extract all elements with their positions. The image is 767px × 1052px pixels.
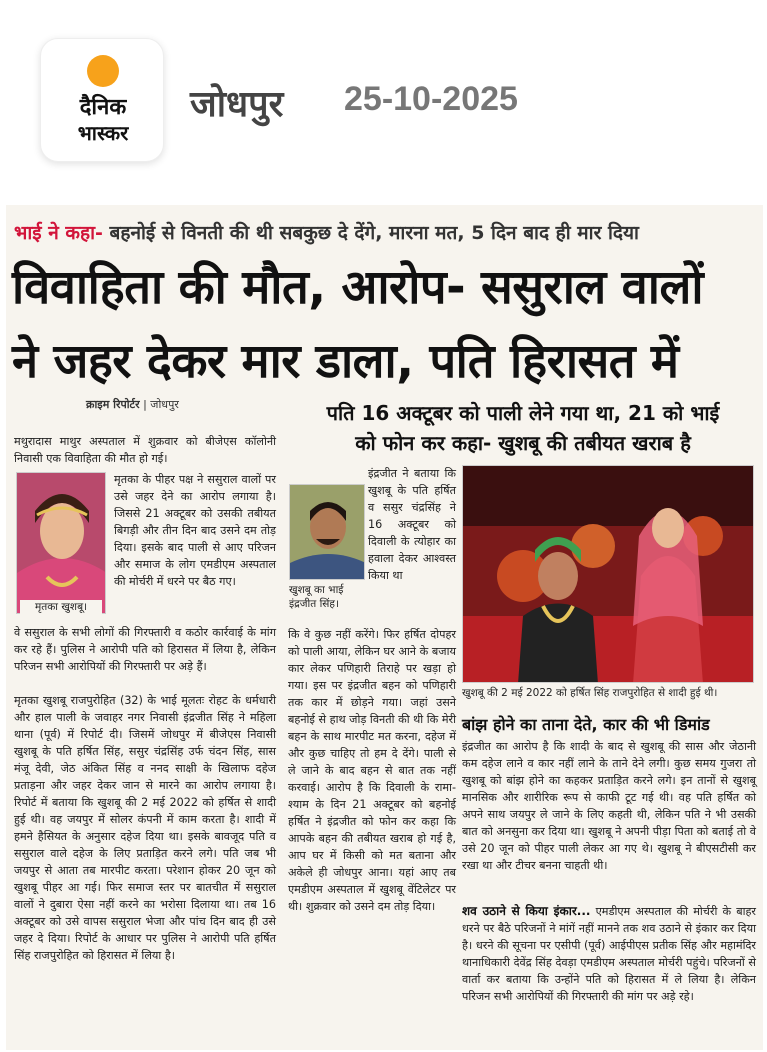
headline-line1: विवाहिता की मौत, आरोप- ससुराल वालों: [12, 260, 703, 315]
section2-text: इंद्रजीत का आरोप है कि शादी के बाद से खुशबू की सास और जेठानी कम दहेज लाने व कार नहीं लाने के ताने देने लगी। कुछ समय गुजरा तो खुशबू को बांझ होने का कहकर प्रताड़ित करने लगे। इन तानों से खुशबू मानसिक और शारीरिक रूप से काफी टूट गई थी। वह पति हर्षित को अपने साथ जयपुर ले जाने के लिए कहती थी, लेकिन पति ने भी उसकी बात को अनसुना कर दिया था। खुशबू ने अपनी पीड़ा पिता को बताई तो वे उसे 20 जून को पीहर पाली लेकर आ गए थे। खुशबू ने बीएसटीसी कर रखा था और टीचर बनना चाहती थी।: [462, 740, 756, 872]
subhead-line2: को फोन कर कहा- खुशबू की तबीयत खराब है: [355, 431, 691, 455]
sun-icon: [87, 55, 119, 87]
byline-city: | जोधपुर: [143, 398, 179, 411]
edition-city: जोधपुर: [190, 84, 284, 125]
section2-heading: बांझ होने का ताना देते, कार की भी डिमांड: [462, 715, 710, 734]
section3-text: एमडीएम अस्पताल की मोर्चरी के बाहर धरने पर बैठे परिजनों ने मांगें नहीं मानने तक शव उठाने से इंकार कर दिया है। धरने की सूचना पर एसीपी (पूर्व) आईपीएस प्रतीक सिंह और महामंदिर थानाधिकारी देवेंद्र सिंह देवड़ा एमडीएम अस्पताल मोर्चरी पहुंचे। परिजनों से वार्ता कर बताया कि उन्होंने पति को हिरासत में ले लिया है। लेकिन परिजन सभी आरोपियों की गिरफ्तारी की मांग पर अड़े रहे।: [462, 905, 757, 1003]
section3-heading: शव उठाने से किया इंकार...: [462, 904, 591, 918]
col2-wrap-container: [288, 465, 456, 617]
photo-brother-caption: खुशबू का भाई इंद्रजीत सिंह।: [289, 583, 365, 611]
headline-line2: ने जहर देकर मार डाला, पति हिरासत में: [12, 334, 679, 389]
wedding-couple-icon: [463, 466, 754, 683]
news-clipping: [6, 205, 763, 1050]
col2-rest: कि वे कुछ नहीं करेंगे। फिर हर्षित दोपहर को पाली आया, लेकिन घर आने के बजाय कार लेकर पणिहारी तिराहे पर खड़ा हो गया। इस पर इंद्रजीत बहन को पणिहारी तक कार में छोड़ने गया। जहां उसने बहनोई से हाथ जोड़ विनती की थी कि मेरी बहन के साथ मारपीट मत करना, दहेज में और कुछ चाहिए तो हम दे देंगे। पाली से ले जाने के बाद बहन से बात तक नहीं करवाई। आरोप है कि दिवाली के रामा-श्याम के दिन 21 अक्टूबर को बहनोई हर्षित ने इंद्रजीत को फोन कर कहा कि आपके बहन की तबीयत खराब हो गई है, आप घर में किसी को मत बताना और अकेले ही जोधपुर आना। यहां आए तब एमडीएम अस्पताल में खुशबू वेंटिलेटर पर थी। शुक्रवार को उसने दम तोड़ दिया।: [288, 628, 456, 913]
col1-p3: मृतका खुशबू राजपुरोहित (32) के भाई मूलतः रोहट के धर्मधारी और हाल पाली के जवाहर नगर निवासी इंद्रजीत सिंह ने महिला थाना (पूर्व) में रिपोर्ट दी। जिसमें जोधपुर में बीजेएस निवासी खुशबू के पति हर्षित सिंह, ससुर चंद्रसिंह उर्फ चंदन सिंह, सास मंजू देवी, जेठ अंकित सिंह व ननद साक्षी के खिलाफ दहेज प्रताड़ना और जहर देकर जान से मारने का आरोप लगाया है। रिपोर्ट में बताया कि खुशबू की 2 मई 2022 को हर्षित से शादी हुई थी। वह जयपुर में सोलर कंपनी में काम करता है। शादी में हमने हैसियत के अनुसार दहेज दिया था। इसके बावजूद पति व ससुराल वाले दहेज के लिए प्रताड़ित करने लगे। पति जब भी जयपुर से आता तब मारपीट करता। परेशान होकर 20 जून को खुशबू पीहर आ गई। फिर समाज स्तर पर बातचीत में ससुराल वालों ने दुबारा ऐसा नहीं करने का भरोसा दिलाया था। तब 16 अक्टूबर को उसे वापस ससुराल भेजा और पांच दिन बाद ही उसे जहर दे दिया। रिपोर्ट के आधार पर पुलिस ने आरोपी पति हर्षित सिंह राजपुरोहित को हिरासत में लिया है।: [14, 694, 276, 962]
kicker: [14, 219, 639, 245]
col1-intro: मथुरादास माथुर अस्पताल में शुक्रवार को बीजेएस कॉलोनी निवासी एक विवाहिता की मौत हो गई।: [14, 435, 276, 465]
logo-text-line2: भास्कर: [77, 121, 129, 145]
page-header: [0, 0, 767, 200]
photo-victim-caption: मृतका खुशबू।: [20, 600, 102, 614]
byline: [86, 397, 179, 412]
photo-victim: [16, 472, 106, 614]
photo-wedding: [462, 465, 754, 683]
col1-p2: वे ससुराल के सभी लोगों की गिरफ्तारी व कठोर कार्रवाई के मांग कर रहे हैं। पुलिस ने आरोपी पति को हिरासत में लिया है, लेकिन परिजन सभी आरोपियों की गिरफ्तारी पर अड़े हैं।: [14, 626, 276, 673]
byline-name: क्राइम रिपोर्टर: [86, 398, 140, 411]
photo-wedding-caption: खुशबू की 2 मई 2022 को हर्षित सिंह राजपुरोहित से शादी हुई थी।: [462, 686, 756, 700]
section3: [462, 903, 756, 1005]
dainik-bhaskar-logo: [40, 38, 164, 162]
portrait-woman-icon: [17, 473, 106, 614]
col1-wrap: मृतका के पीहर पक्ष ने ससुराल वालों पर उसे जहर देने का आरोप लगाया है। जिससे 21 अक्टूबर को उसकी तबीयत बिगड़ी और तीन दिन बाद उसने दम तोड़ दिया। इसके बाद पाली से आए परिजन और समाज के लोग एमडीएम अस्पताल की मोर्चरी में धरने पर बैठ गए।: [114, 473, 276, 588]
kicker-label: भाई ने कहा-: [14, 222, 103, 244]
logo-text-line1: दैनिक: [79, 95, 127, 120]
subhead-line1: पति 16 अक्टूबर को पाली लेने गया था, 21 को भाई: [326, 401, 720, 425]
col2-wrap: इंद्रजीत ने बताया कि खुशबू के पति हर्षित व ससुर चंद्रसिंह ने 16 अक्टूबर को दिवाली के त्योहार का हवाला देकर आश्वस्त किया था: [368, 467, 456, 582]
kicker-text: बहनोई से विनती की थी सबकुछ दे देंगे, मारना मत, 5 दिन बाद ही मार दिया: [109, 222, 639, 244]
col2-photo-spacer: [288, 465, 368, 617]
edition-date: 25-10-2025: [344, 80, 518, 118]
